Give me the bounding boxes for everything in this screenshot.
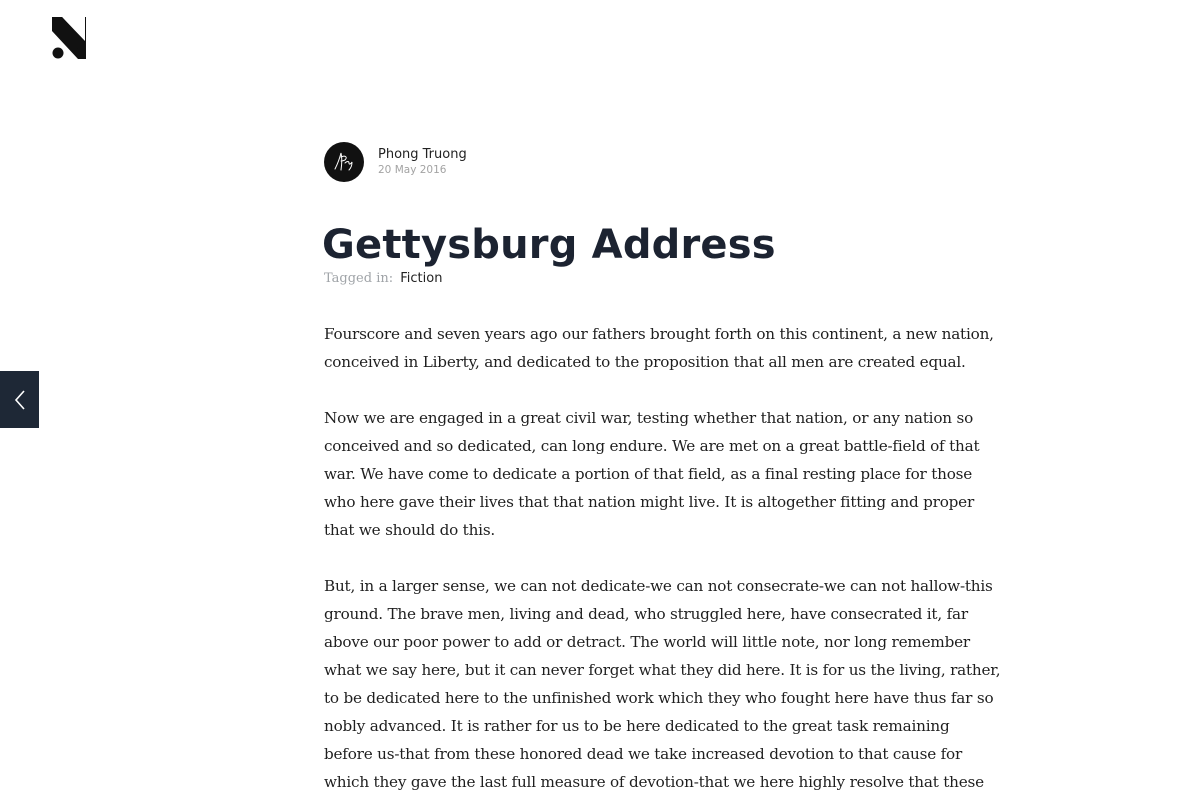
paragraph-line: what we say here, but it can never forget what they did here. It is for us the living, rather, — [324, 661, 1001, 679]
paragraph — [324, 404, 980, 544]
paragraph-line: above our poor power to add or detract. The world will little note, nor long remember — [324, 633, 970, 651]
previous-post-button[interactable] — [0, 371, 39, 428]
chevron-left-icon — [14, 389, 26, 411]
signature-avatar-icon — [330, 148, 358, 176]
paragraph-line: before us-that from these honored dead we take increased devotion to that cause for — [324, 745, 963, 763]
author-byline — [324, 142, 964, 182]
author-name[interactable]: Phong Truong — [378, 146, 467, 162]
paragraph-line: conceived in Liberty, and dedicated to the proposition that all men are created equal. — [324, 353, 966, 371]
paragraph-line: to be dedicated here to the unfinished work which they who fought here have thus far so — [324, 689, 994, 707]
tag-link-fiction[interactable]: Fiction — [400, 271, 443, 286]
paragraph-line: ground. The brave men, living and dead, who struggled here, have consecrated it, far — [324, 605, 968, 623]
post-tags — [324, 270, 964, 288]
paragraph-line: nobly advanced. It is rather for us to be here dedicated to the great task remaining — [324, 717, 950, 735]
page-title: Gettysburg Address — [322, 222, 776, 268]
site-logo-n-icon — [52, 17, 86, 59]
post-date: 20 May 2016 — [378, 163, 447, 176]
paragraph-line: Fourscore and seven years ago our fathers brought forth on this continent, a new nation, — [324, 325, 994, 343]
site-logo[interactable] — [52, 17, 86, 59]
article-body — [324, 320, 1001, 796]
article — [322, 142, 1001, 800]
tags-label: Tagged in: — [324, 271, 394, 286]
paragraph-line: which they gave the last full measure of devotion-that we here highly resolve that these — [324, 773, 984, 791]
avatar[interactable] — [324, 142, 364, 182]
paragraph-line: Now we are engaged in a great civil war, testing whether that nation, or any nation so — [324, 409, 974, 427]
paragraph-line: that we should do this. — [324, 521, 496, 539]
paragraph-line: But, in a larger sense, we can not dedicate-we can not consecrate-we can not hallow-this — [324, 577, 993, 595]
paragraph-line: who here gave their lives that that nation might live. It is altogether fitting and proper — [324, 493, 975, 511]
paragraph-line: conceived and so dedicated, can long endure. We are met on a great battle-field of that — [324, 437, 980, 455]
paragraph-line: war. We have come to dedicate a portion of that field, as a final resting place for those — [324, 465, 973, 483]
paragraph — [324, 572, 1001, 796]
paragraph — [324, 320, 994, 376]
author-meta — [378, 146, 467, 176]
